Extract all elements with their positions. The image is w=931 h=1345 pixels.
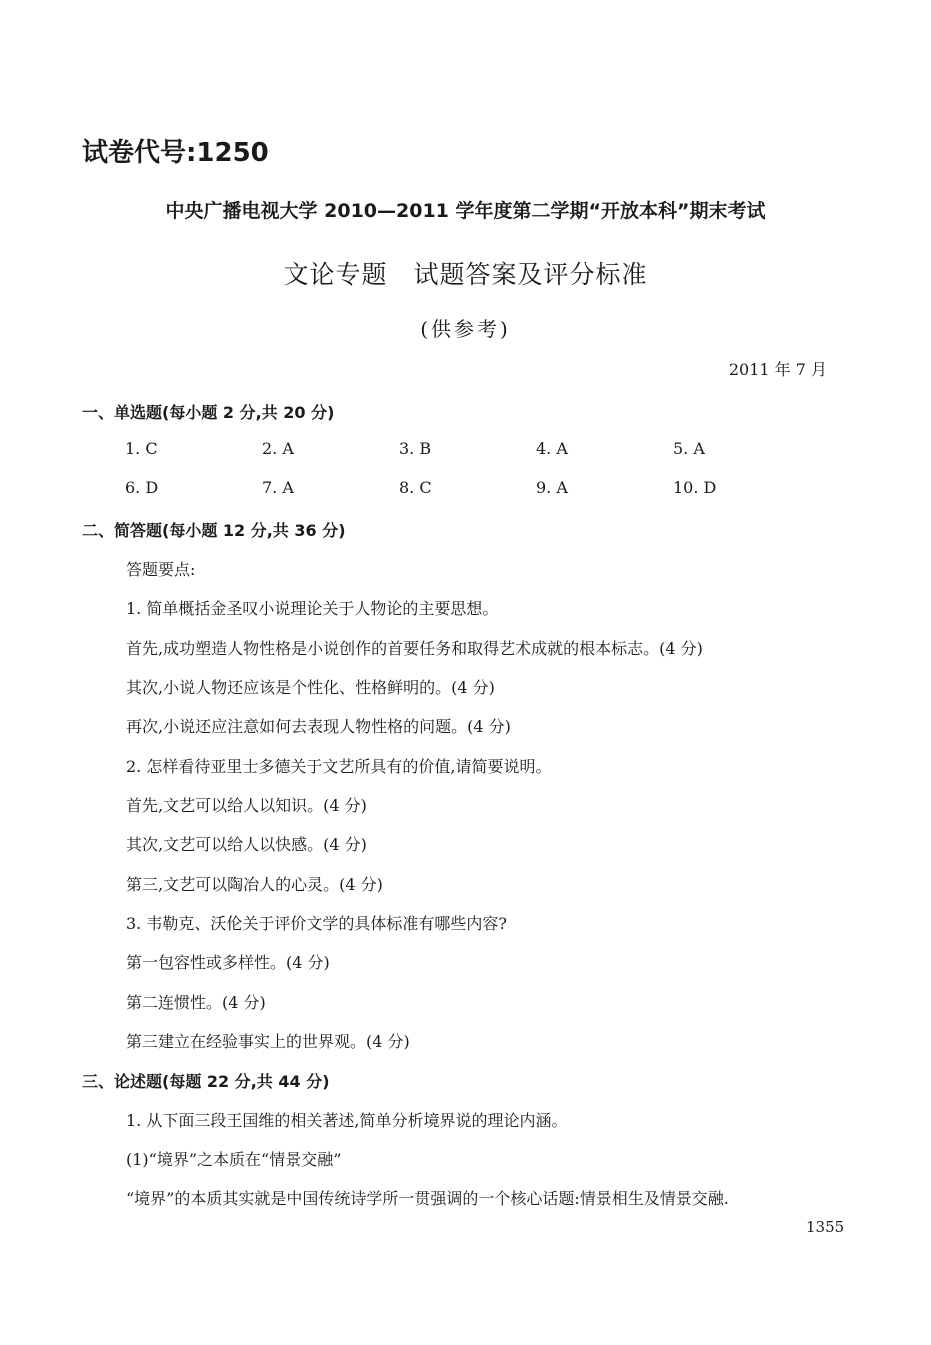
answer-line: 首先,成功塑造人物性格是小说创作的首要任务和取得艺术成就的根本标志。(4 分) [126,639,703,658]
question-line: 3. 韦勒克、沃伦关于评价文学的具体标准有哪些内容? [126,914,507,933]
answer-item: 10. D [673,478,717,497]
answer-item: 8. C [399,478,432,497]
answer-line: 第三建立在经验事实上的世界观。(4 分) [126,1032,410,1051]
section-heading-short-answer: 二、简答题(每小题 12 分,共 36 分) [82,521,346,540]
page-title: 文论专题 试题答案及评分标准 [283,260,648,289]
answer-item: 3. B [399,439,432,458]
answer-line: 第二连惯性。(4 分) [126,993,266,1012]
answer-line: 答题要点: [126,560,196,579]
question-line: 2. 怎样看待亚里士多德关于文艺所具有的价值,请简要说明。 [126,757,552,776]
answer-line: 第三,文艺可以陶冶人的心灵。(4 分) [126,875,383,894]
answer-line: “境界”的本质其实就是中国传统诗学所一贯强调的一个核心话题:情景相生及情景交融. [126,1189,729,1208]
answer-item: 1. C [125,439,158,458]
question-line: 1. 简单概括金圣叹小说理论关于人物论的主要思想。 [126,599,499,618]
paper-code: 试卷代号:1250 [82,138,269,168]
answer-line: (1)“境界”之本质在“情景交融” [126,1150,342,1169]
exam-date: 2011 年 7 月 [728,360,827,379]
section-heading-essay: 三、论述题(每题 22 分,共 44 分) [82,1072,330,1091]
university-exam-line: 中央广播电视大学 2010—2011 学年度第二学期“开放本科”期末考试 [165,200,766,222]
reference-note: (供参考) [420,317,511,341]
answer-line: 首先,文艺可以给人以知识。(4 分) [126,796,367,815]
answer-item: 7. A [262,478,294,497]
answer-line: 其次,小说人物还应该是个性化、性格鲜明的。(4 分) [126,678,495,697]
page-number: 1355 [806,1218,845,1236]
answer-item: 9. A [536,478,568,497]
answer-item: 5. A [673,439,705,458]
answer-line: 再次,小说还应注意如何去表现人物性格的问题。(4 分) [126,717,511,736]
answer-line: 第一包容性或多样性。(4 分) [126,953,330,972]
answer-line: 其次,文艺可以给人以快感。(4 分) [126,835,367,854]
answer-item: 2. A [262,439,294,458]
answer-item: 4. A [536,439,568,458]
question-line: 1. 从下面三段王国维的相关著述,简单分析境界说的理论内涵。 [126,1111,568,1130]
answer-item: 6. D [125,478,159,497]
section-heading-single-choice: 一、单选题(每小题 2 分,共 20 分) [82,403,335,422]
